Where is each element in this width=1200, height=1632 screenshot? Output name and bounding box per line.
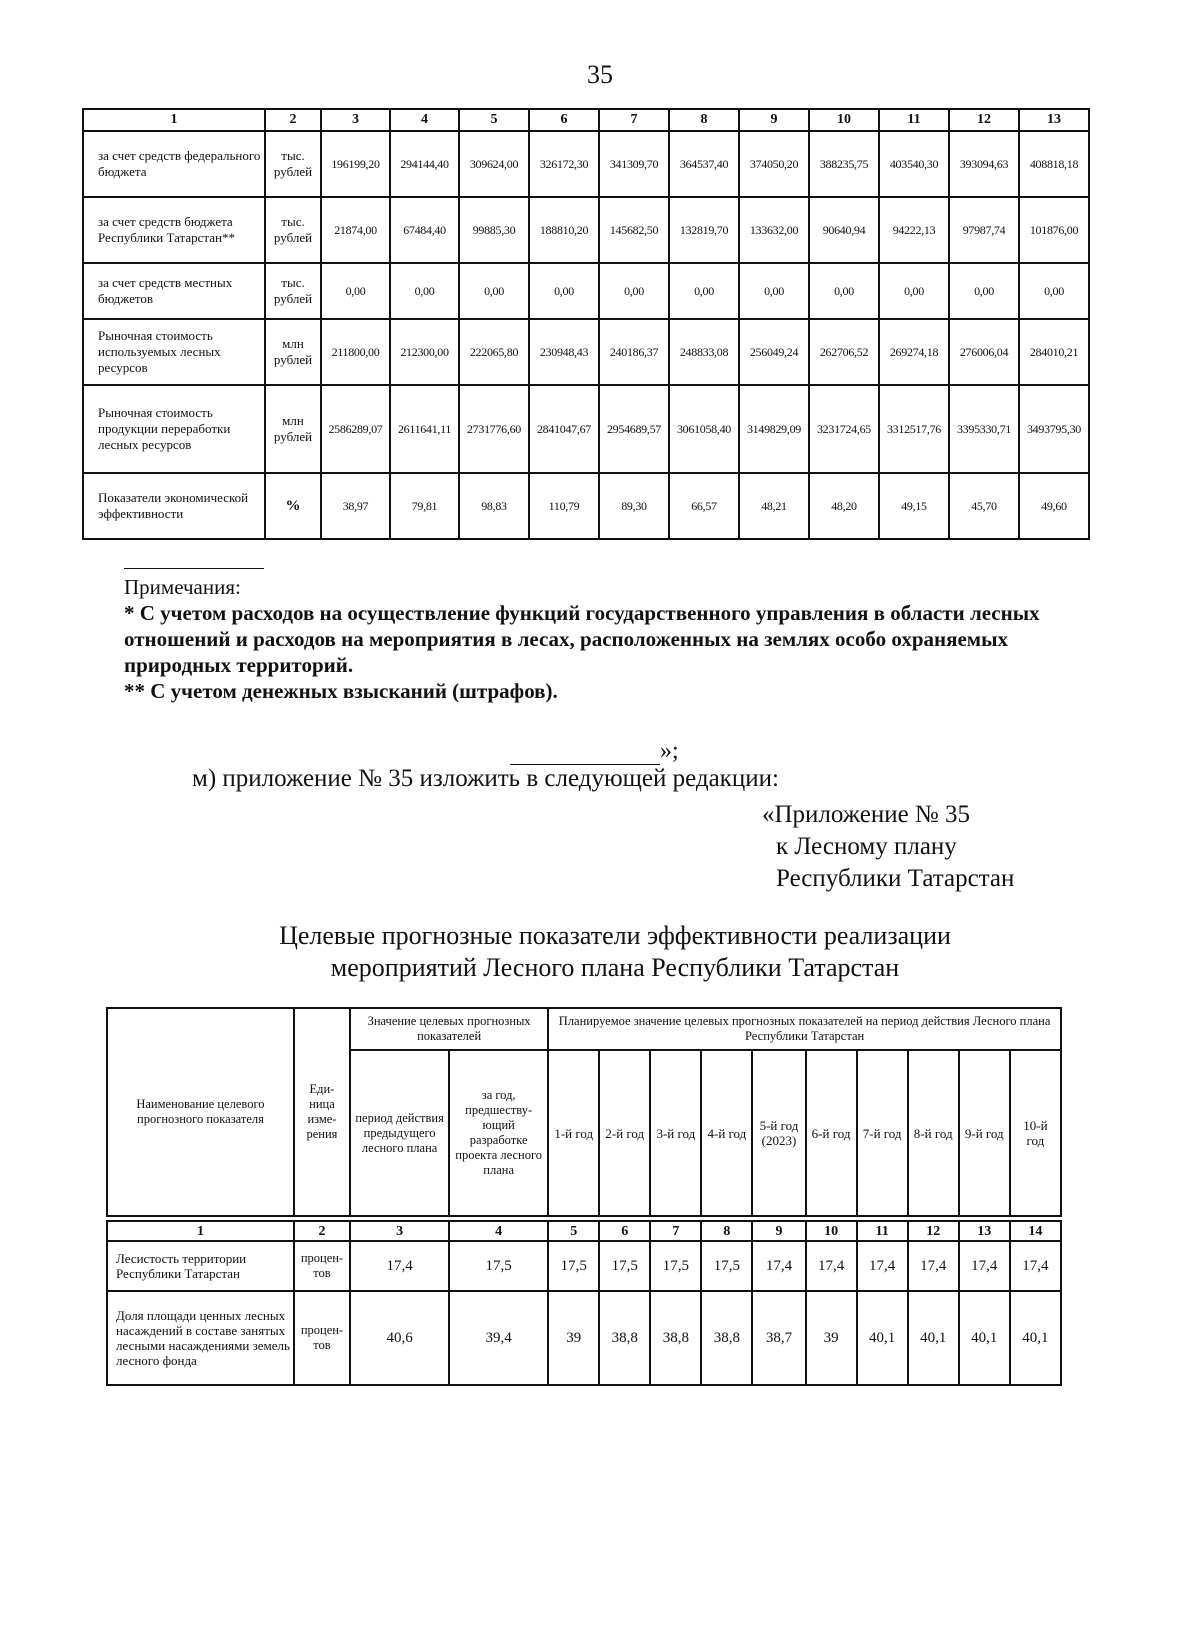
cell: 388235,75 bbox=[809, 131, 879, 197]
cell: 2586289,07 bbox=[321, 385, 390, 473]
table-row bbox=[107, 1241, 1061, 1291]
cell: 0,00 bbox=[879, 263, 949, 319]
cell: 97987,74 bbox=[949, 197, 1019, 263]
title-line-1: Целевые прогнозные показатели эффективности реализации bbox=[279, 921, 951, 950]
cell: 17,4 bbox=[959, 1241, 1010, 1291]
column-index: 4 bbox=[390, 109, 459, 131]
row-unit: тыс. рублей bbox=[265, 197, 321, 263]
table-row bbox=[107, 1291, 1061, 1385]
cell: 3395330,71 bbox=[949, 385, 1019, 473]
cell: 17,5 bbox=[449, 1241, 548, 1291]
column-index: 1 bbox=[83, 109, 265, 131]
table-row bbox=[83, 473, 1089, 539]
notes-heading: Примечания: bbox=[124, 575, 241, 599]
cell: 49,60 bbox=[1019, 473, 1089, 539]
column-index: 4 bbox=[449, 1221, 548, 1241]
row-name: за счет средств федерального бюджета bbox=[83, 131, 265, 197]
row-name: Лесистость территории Республики Татарстан bbox=[107, 1241, 294, 1291]
cell: 284010,21 bbox=[1019, 319, 1089, 385]
cell: 374050,20 bbox=[739, 131, 809, 197]
header-year: 6-й год bbox=[806, 1050, 857, 1216]
column-index: 5 bbox=[459, 109, 529, 131]
cell: 364537,40 bbox=[669, 131, 739, 197]
cell: 2731776,60 bbox=[459, 385, 529, 473]
cell: 132819,70 bbox=[669, 197, 739, 263]
cell: 38,8 bbox=[701, 1291, 752, 1385]
cell: 21874,00 bbox=[321, 197, 390, 263]
cell: 408818,18 bbox=[1019, 131, 1089, 197]
header-year: 1-й год bbox=[548, 1050, 599, 1216]
cell: 0,00 bbox=[459, 263, 529, 319]
row-name: Доля площади ценных лесных насаждений в составе занятых лесными насаждениями земель лесного фонда bbox=[107, 1291, 294, 1385]
cell: 341309,70 bbox=[599, 131, 669, 197]
header-planned-values: Планируемое значение целевых прогнозных показателей на период действия Лесного плана Республики Татарстан bbox=[548, 1008, 1061, 1050]
cell: 101876,00 bbox=[1019, 197, 1089, 263]
cell: 17,4 bbox=[1010, 1241, 1061, 1291]
column-index: 10 bbox=[809, 109, 879, 131]
header-year: 7-й год bbox=[857, 1050, 908, 1216]
row-name: Рыночная стоимость продукции переработки лесных ресурсов bbox=[83, 385, 265, 473]
indicators-table bbox=[106, 1007, 1062, 1386]
row-name: за счет средств местных бюджетов bbox=[83, 263, 265, 319]
cell: 240186,37 bbox=[599, 319, 669, 385]
row-name: Показатели экономической эффективности bbox=[83, 473, 265, 539]
row-name: Рыночная стоимость используемых лесных ресурсов bbox=[83, 319, 265, 385]
column-index: 3 bbox=[321, 109, 390, 131]
cell: 48,20 bbox=[809, 473, 879, 539]
cell: 38,7 bbox=[752, 1291, 805, 1385]
cell: 17,5 bbox=[701, 1241, 752, 1291]
notes-divider bbox=[124, 568, 264, 569]
cell: 276006,04 bbox=[949, 319, 1019, 385]
column-index: 6 bbox=[529, 109, 599, 131]
cell: 90640,94 bbox=[809, 197, 879, 263]
cell: 17,4 bbox=[806, 1241, 857, 1291]
table-row bbox=[83, 263, 1089, 319]
header-year: 10-й год bbox=[1010, 1050, 1061, 1216]
cell: 89,30 bbox=[599, 473, 669, 539]
cell: 2841047,67 bbox=[529, 385, 599, 473]
cell: 196199,20 bbox=[321, 131, 390, 197]
cell: 393094,63 bbox=[949, 131, 1019, 197]
document-title bbox=[0, 920, 1200, 984]
cell: 0,00 bbox=[949, 263, 1019, 319]
cell: 0,00 bbox=[1019, 263, 1089, 319]
cell: 67484,40 bbox=[390, 197, 459, 263]
cell: 0,00 bbox=[529, 263, 599, 319]
row-unit: процен- тов bbox=[294, 1241, 350, 1291]
appendix-line-2: к Лесному плану bbox=[776, 833, 957, 860]
cell: 145682,50 bbox=[599, 197, 669, 263]
cell: 3149829,09 bbox=[739, 385, 809, 473]
cell: 212300,00 bbox=[390, 319, 459, 385]
column-index: 13 bbox=[959, 1221, 1010, 1241]
cell: 40,1 bbox=[908, 1291, 959, 1385]
cell: 17,4 bbox=[857, 1241, 908, 1291]
column-index: 11 bbox=[879, 109, 949, 131]
row-unit: млн рублей bbox=[265, 319, 321, 385]
column-index: 11 bbox=[857, 1221, 908, 1241]
table-row bbox=[83, 319, 1089, 385]
note-1: * С учетом расходов на осуществление функций государственного управления в области лесных отношений и расходов на мероприятия в лесах, расположенных на землях особо охраняемых природных территорий. bbox=[124, 601, 1040, 677]
cell: 38,97 bbox=[321, 473, 390, 539]
column-index: 9 bbox=[739, 109, 809, 131]
header-year: 3-й год bbox=[650, 1050, 701, 1216]
table-row bbox=[83, 197, 1089, 263]
instruction-text: м) приложение № 35 изложить в следующей редакции: bbox=[192, 765, 779, 792]
column-index: 8 bbox=[669, 109, 739, 131]
cell: 230948,43 bbox=[529, 319, 599, 385]
cell: 39,4 bbox=[449, 1291, 548, 1385]
header-unit: Еди- ница изме- рения bbox=[294, 1008, 350, 1216]
cell: 17,5 bbox=[548, 1241, 599, 1291]
cell: 294144,40 bbox=[390, 131, 459, 197]
header-target-values: Значение целевых прогнозных показателей bbox=[350, 1008, 548, 1050]
column-index: 13 bbox=[1019, 109, 1089, 131]
column-index: 2 bbox=[294, 1221, 350, 1241]
cell: 0,00 bbox=[599, 263, 669, 319]
cell: 40,1 bbox=[959, 1291, 1010, 1385]
row-name: за счет средств бюджета Республики Татарстан** bbox=[83, 197, 265, 263]
financing-table bbox=[82, 108, 1090, 540]
cell: 17,4 bbox=[908, 1241, 959, 1291]
cell: 0,00 bbox=[809, 263, 879, 319]
column-index: 5 bbox=[548, 1221, 599, 1241]
row-unit: процен- тов bbox=[294, 1291, 350, 1385]
column-index: 10 bbox=[806, 1221, 857, 1241]
column-index-row bbox=[83, 109, 1089, 131]
column-index: 12 bbox=[908, 1221, 959, 1241]
cell: 309624,00 bbox=[459, 131, 529, 197]
header-prev-period: период действия предыдущего лесного плана bbox=[350, 1050, 449, 1216]
appendix-reference bbox=[762, 799, 1014, 895]
header-indicator-name: Наименование целевого прогнозного показателя bbox=[107, 1008, 294, 1216]
row-unit: % bbox=[265, 473, 321, 539]
appendix-line-3: Республики Татарстан bbox=[776, 865, 1015, 892]
column-index: 6 bbox=[599, 1221, 650, 1241]
cell: 17,4 bbox=[752, 1241, 805, 1291]
cell: 3231724,65 bbox=[809, 385, 879, 473]
cell: 98,83 bbox=[459, 473, 529, 539]
closing-mark: »; bbox=[510, 738, 679, 765]
page-number: 35 bbox=[587, 60, 613, 89]
title-line-2: мероприятий Лесного плана Республики Татарстан bbox=[330, 953, 900, 982]
cell: 3493795,30 bbox=[1019, 385, 1089, 473]
cell: 0,00 bbox=[739, 263, 809, 319]
column-index: 7 bbox=[650, 1221, 701, 1241]
cell: 94222,13 bbox=[879, 197, 949, 263]
header-year: 4-й год bbox=[701, 1050, 752, 1216]
cell: 3312517,76 bbox=[879, 385, 949, 473]
header-row bbox=[107, 1008, 1061, 1050]
cell: 40,1 bbox=[857, 1291, 908, 1385]
cell: 2954689,57 bbox=[599, 385, 669, 473]
row-unit: тыс. рублей bbox=[265, 263, 321, 319]
cell: 0,00 bbox=[390, 263, 459, 319]
cell: 40,6 bbox=[350, 1291, 449, 1385]
column-index: 1 bbox=[107, 1221, 294, 1241]
header-year: 9-й год bbox=[959, 1050, 1010, 1216]
cell: 188810,20 bbox=[529, 197, 599, 263]
cell: 326172,30 bbox=[529, 131, 599, 197]
column-index: 14 bbox=[1010, 1221, 1061, 1241]
blank-line bbox=[510, 744, 660, 765]
cell: 403540,30 bbox=[879, 131, 949, 197]
cell: 256049,24 bbox=[739, 319, 809, 385]
cell: 17,5 bbox=[599, 1241, 650, 1291]
header-year: 8-й год bbox=[908, 1050, 959, 1216]
cell: 248833,08 bbox=[669, 319, 739, 385]
column-index: 7 bbox=[599, 109, 669, 131]
cell: 222065,80 bbox=[459, 319, 529, 385]
cell: 17,5 bbox=[650, 1241, 701, 1291]
cell: 0,00 bbox=[669, 263, 739, 319]
cell: 45,70 bbox=[949, 473, 1019, 539]
cell: 269274,18 bbox=[879, 319, 949, 385]
column-index-row bbox=[107, 1221, 1061, 1241]
row-unit: тыс. рублей bbox=[265, 131, 321, 197]
cell: 49,15 bbox=[879, 473, 949, 539]
cell: 79,81 bbox=[390, 473, 459, 539]
cell: 99885,30 bbox=[459, 197, 529, 263]
cell: 211800,00 bbox=[321, 319, 390, 385]
cell: 2611641,11 bbox=[390, 385, 459, 473]
appendix-line-1: «Приложение № 35 bbox=[762, 801, 971, 828]
cell: 0,00 bbox=[321, 263, 390, 319]
cell: 48,21 bbox=[739, 473, 809, 539]
cell: 17,4 bbox=[350, 1241, 449, 1291]
column-index: 8 bbox=[701, 1221, 752, 1241]
column-index: 2 bbox=[265, 109, 321, 131]
cell: 40,1 bbox=[1010, 1291, 1061, 1385]
notes-block bbox=[124, 574, 1084, 704]
cell: 38,8 bbox=[650, 1291, 701, 1385]
cell: 38,8 bbox=[599, 1291, 650, 1385]
cell: 110,79 bbox=[529, 473, 599, 539]
cell: 66,57 bbox=[669, 473, 739, 539]
cell: 3061058,40 bbox=[669, 385, 739, 473]
column-index: 12 bbox=[949, 109, 1019, 131]
header-year: 5-й год (2023) bbox=[752, 1050, 805, 1216]
header-year: 2-й год bbox=[599, 1050, 650, 1216]
column-index: 3 bbox=[350, 1221, 449, 1241]
cell: 262706,52 bbox=[809, 319, 879, 385]
cell: 39 bbox=[548, 1291, 599, 1385]
note-2: ** С учетом денежных взысканий (штрафов). bbox=[124, 679, 558, 703]
column-index: 9 bbox=[752, 1221, 805, 1241]
table-row bbox=[83, 385, 1089, 473]
header-prev-year: за год, предшеству- ющий разработке проекта лесного плана bbox=[449, 1050, 548, 1216]
row-unit: млн рублей bbox=[265, 385, 321, 473]
cell: 133632,00 bbox=[739, 197, 809, 263]
cell: 39 bbox=[806, 1291, 857, 1385]
table-row bbox=[83, 131, 1089, 197]
